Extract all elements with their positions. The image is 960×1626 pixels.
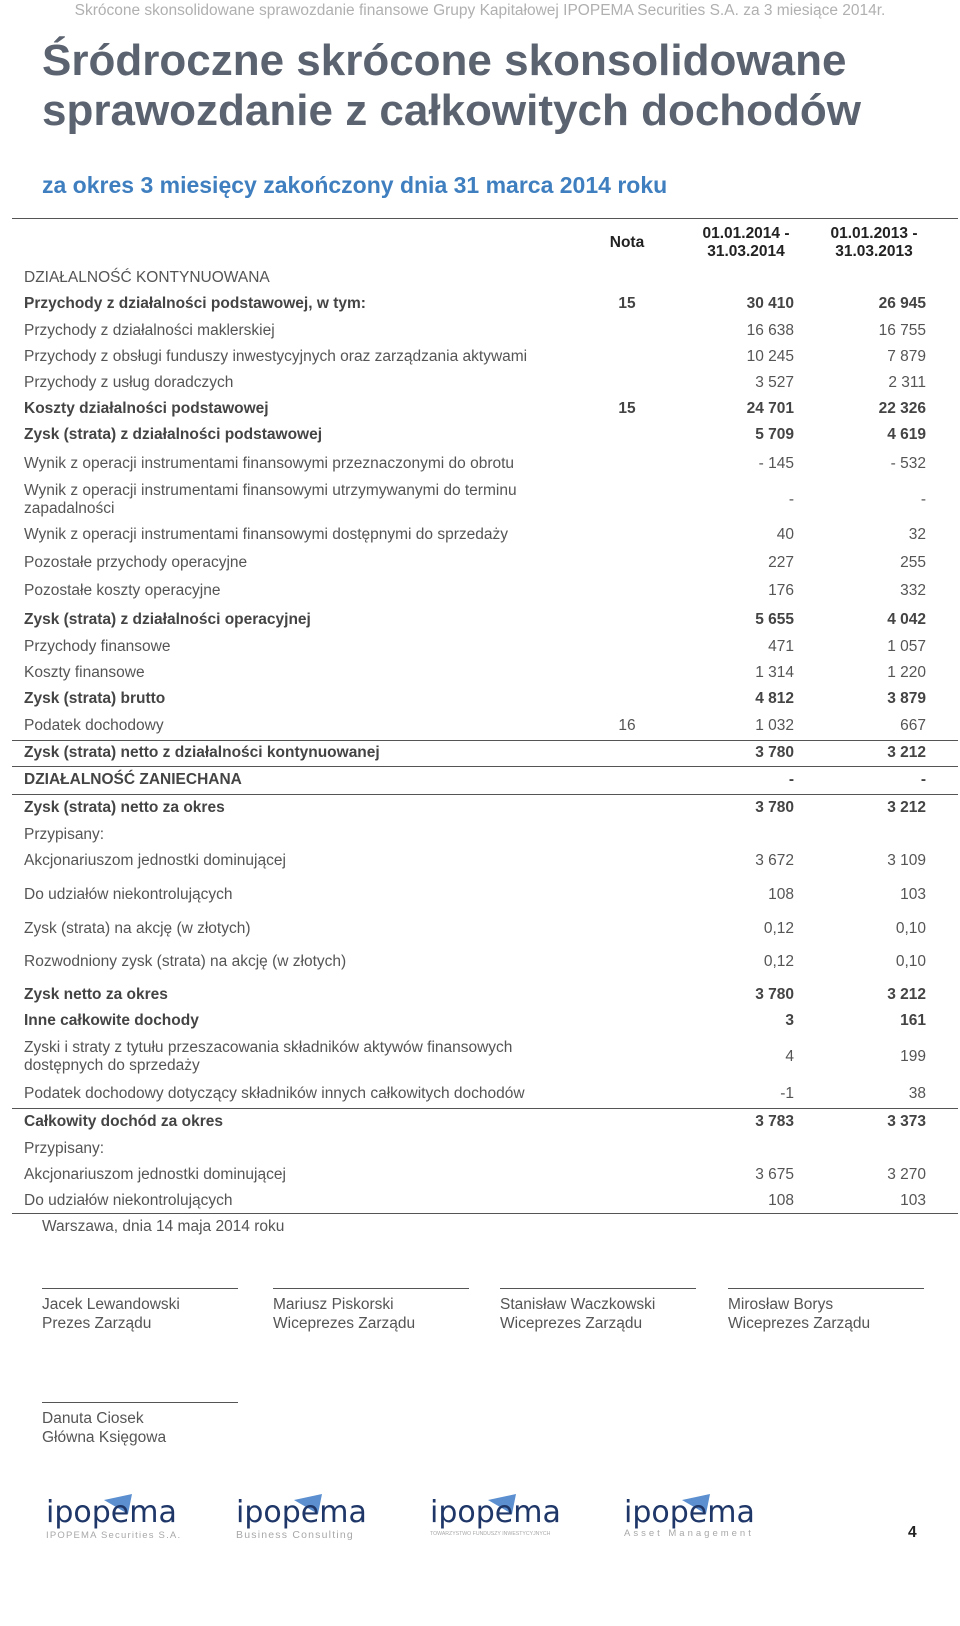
table-header-row: [12, 218, 958, 266]
row-nota: [594, 822, 660, 848]
svg-text:Asset Management: Asset Management: [624, 1528, 754, 1539]
ipopema-tfi-logo: [428, 1492, 578, 1544]
row-value-2013: 2 311: [888, 374, 926, 391]
row-label: Przychody finansowe: [24, 638, 171, 655]
row-value-2013: 3 879: [887, 690, 926, 707]
row-value-2013: 3 212: [887, 986, 926, 1003]
row-value-2013: [820, 822, 926, 848]
row-nota: [594, 266, 660, 290]
income-statement-table: [12, 218, 958, 1214]
row-nota: 15: [618, 295, 636, 312]
row-nota: [594, 344, 660, 370]
table-row: [12, 822, 958, 848]
svg-text:ipopema: ipopema: [46, 1495, 177, 1530]
row-value-2013: 103: [900, 886, 926, 903]
ipopema-business-consulting-logo: [234, 1492, 384, 1544]
row-value-2014: 108: [768, 1192, 794, 1209]
table-body: [12, 266, 958, 1214]
row-label: Rozwodniony zysk (strata) na akcję (w złotych): [24, 953, 347, 970]
signatory-role: Wiceprezes Zarządu: [728, 1315, 871, 1332]
table-row: [12, 794, 958, 822]
table-row: [12, 660, 958, 686]
row-label: Do udziałów niekontrolujących: [24, 886, 233, 903]
row-nota: [594, 1080, 660, 1108]
row-nota: [594, 794, 660, 822]
header-period-2013: 01.01.2013 - 31.03.2013: [830, 224, 918, 260]
row-nota: [594, 480, 660, 520]
row-value-2014: 3: [785, 1012, 794, 1029]
row-label: Przychody z obsługi funduszy inwestycyjnych oraz zarządzania aktywami: [24, 348, 528, 365]
table-row: [12, 712, 958, 740]
row-value-2014: 1 314: [755, 664, 794, 681]
svg-text:ipopema: ipopema: [624, 1495, 755, 1530]
row-value-2014: 3 780: [755, 799, 794, 816]
table-row: [12, 1008, 958, 1034]
table-row: [12, 606, 958, 634]
table-row: [12, 874, 958, 916]
row-value-2014: [684, 266, 794, 290]
row-label: Pozostałe przychody operacyjne: [24, 554, 248, 571]
row-nota: [594, 942, 660, 982]
row-nota: [594, 740, 660, 766]
row-nota: 15: [618, 400, 636, 417]
signatory-role: Wiceprezes Zarządu: [500, 1315, 643, 1332]
signature-block: [500, 1288, 696, 1333]
row-value-2014: 0,12: [763, 953, 794, 970]
row-label: Podatek dochodowy dotyczący składników innych całkowitych dochodów: [24, 1085, 525, 1102]
row-nota: [594, 370, 660, 396]
table-row: [12, 1080, 958, 1108]
table-row: [12, 1188, 958, 1214]
row-nota: [594, 766, 660, 794]
row-nota: [594, 1162, 660, 1188]
signatory-name: Stanisław Waczkowski: [500, 1296, 656, 1313]
svg-text:Business Consulting: Business Consulting: [236, 1529, 354, 1541]
table-row: [12, 686, 958, 712]
row-nota: [594, 660, 660, 686]
row-label: DZIAŁALNOŚĆ KONTYNUOWANA: [24, 269, 270, 286]
signatory-role: Wiceprezes Zarządu: [273, 1315, 416, 1332]
row-value-2014: 227: [768, 554, 794, 571]
row-nota: [594, 1108, 660, 1136]
row-nota: [594, 686, 660, 712]
row-label: Zysk (strata) z działalności podstawowej: [24, 426, 323, 443]
row-value-2014: [684, 1136, 794, 1162]
row-value-2014: 108: [768, 886, 794, 903]
row-nota: [594, 1008, 660, 1034]
row-value-2014: 24 701: [746, 400, 794, 417]
signature-line: [42, 1288, 238, 1289]
svg-text:IPOPEMA Securities S.A.: IPOPEMA Securities S.A.: [46, 1530, 182, 1541]
row-value-2013: 3 212: [887, 744, 926, 761]
row-value-2014: 0,12: [763, 920, 794, 937]
row-value-2014: 4 812: [755, 690, 794, 707]
row-value-2013: 161: [900, 1012, 926, 1029]
row-label: Przypisany:: [24, 826, 105, 843]
svg-text:ipopema: ipopema: [236, 1495, 367, 1530]
row-value-2014: 471: [768, 638, 794, 655]
row-value-2013: 38: [908, 1085, 926, 1102]
row-value-2014: 10 245: [746, 348, 794, 365]
row-value-2014: 16 638: [746, 322, 794, 339]
signature-block: [42, 1288, 238, 1333]
row-value-2013: [820, 266, 926, 290]
signatory-name: Mariusz Piskorski: [273, 1296, 394, 1313]
row-value-2013: 103: [900, 1192, 926, 1209]
table-row: [12, 290, 958, 318]
table-row: [12, 266, 958, 290]
period-subtitle: za okres 3 miesięcy zakończony dnia 31 marca 2014 roku: [42, 172, 668, 198]
row-label: Koszty finansowe: [24, 664, 145, 681]
title-line-2: sprawozdanie z całkowitych dochodów: [42, 86, 862, 135]
row-nota: [594, 634, 660, 660]
row-label: Podatek dochodowy: [24, 717, 164, 734]
row-value-2013: 3 109: [887, 852, 926, 869]
row-nota: [594, 916, 660, 942]
title-line-1: Śródroczne skrócone skonsolidowane: [42, 36, 847, 85]
table-row: [12, 344, 958, 370]
signature-block: [42, 1402, 238, 1447]
table-row: [12, 916, 958, 942]
row-label: Przychody z działalności maklerskiej: [24, 322, 275, 339]
table-row: [12, 1136, 958, 1162]
row-label: Akcjonariuszom jednostki dominującej: [24, 1166, 286, 1183]
row-value-2013: 4 619: [887, 426, 926, 443]
signature-line: [500, 1288, 696, 1289]
row-nota: [594, 448, 660, 480]
signatory-name: Mirosław Borys: [728, 1296, 834, 1313]
signature-line: [728, 1288, 924, 1289]
row-label: Przypisany:: [24, 1140, 105, 1157]
row-nota: [594, 1034, 660, 1080]
row-value-2014: [684, 822, 794, 848]
row-value-2014: -: [788, 771, 794, 788]
signatory-role: Główna Księgowa: [42, 1429, 167, 1446]
row-value-2014: 3 783: [755, 1113, 794, 1130]
table-row: [12, 982, 958, 1008]
row-nota: [594, 576, 660, 606]
table-row: [12, 740, 958, 766]
row-value-2014: - 145: [758, 455, 794, 472]
row-label: Zysk (strata) netto za okres: [24, 799, 225, 816]
row-value-2013: 332: [900, 582, 926, 599]
row-value-2013: 32: [908, 526, 926, 543]
row-nota: [594, 318, 660, 344]
table-row: [12, 1108, 958, 1136]
row-label: DZIAŁALNOŚĆ ZANIECHANA: [24, 771, 242, 788]
signatory-name: Danuta Ciosek: [42, 1410, 144, 1427]
row-label: Wynik z operacji instrumentami finansowymi utrzymywanymi do terminu zapadalności: [24, 482, 517, 517]
table-row: [12, 396, 958, 422]
signatory-role: Prezes Zarządu: [42, 1315, 152, 1332]
header-nota: Nota: [609, 233, 645, 251]
row-label: Przychody z usług doradczych: [24, 374, 234, 391]
row-label: Całkowity dochód za okres: [24, 1113, 223, 1130]
row-nota: [594, 550, 660, 576]
svg-text:TOWARZYSTWO FUNDUSZY INWESTYCY: TOWARZYSTWO FUNDUSZY INWESTYCYJNYCH: [430, 1531, 551, 1537]
row-value-2014: 40: [776, 526, 794, 543]
row-value-2014: 5 655: [755, 611, 794, 628]
signature-line: [42, 1402, 238, 1403]
table-row: [12, 848, 958, 874]
row-label: Zysk netto za okres: [24, 986, 168, 1003]
row-value-2014: 1 032: [755, 717, 794, 734]
place-date: Warszawa, dnia 14 maja 2014 roku: [42, 1218, 285, 1235]
row-value-2014: -1: [780, 1085, 794, 1102]
row-value-2013: - 532: [890, 455, 926, 472]
row-value-2013: 16 755: [878, 322, 926, 339]
row-label: Zysk (strata) brutto: [24, 690, 166, 707]
row-value-2014: 3 675: [755, 1166, 794, 1183]
table-row: [12, 370, 958, 396]
table-row: [12, 634, 958, 660]
row-label: Zysk (strata) netto z działalności kontynuowanej: [24, 744, 380, 761]
signatory-name: Jacek Lewandowski: [42, 1296, 180, 1313]
row-value-2013: 4 042: [887, 611, 926, 628]
table-row: [12, 576, 958, 606]
table-row: [12, 1034, 958, 1080]
row-value-2013: 22 326: [878, 400, 926, 417]
row-value-2013: 199: [900, 1048, 926, 1065]
ipopema-asset-management-logo: [622, 1492, 772, 1544]
row-nota: [594, 848, 660, 874]
row-value-2014: 4: [785, 1048, 794, 1065]
row-value-2013: 0,10: [895, 953, 926, 970]
row-value-2013: 3 373: [887, 1113, 926, 1130]
table-row: [12, 480, 958, 520]
row-label: Do udziałów niekontrolujących: [24, 1192, 233, 1209]
row-label: Pozostałe koszty operacyjne: [24, 582, 221, 599]
table-row: [12, 942, 958, 982]
table-row: [12, 318, 958, 344]
row-value-2013: 26 945: [878, 295, 926, 312]
table-row: [12, 766, 958, 794]
row-value-2013: 3 270: [887, 1166, 926, 1183]
row-value-2013: 3 212: [887, 799, 926, 816]
table-row: [12, 448, 958, 480]
row-value-2013: 0,10: [895, 920, 926, 937]
row-nota: [594, 982, 660, 1008]
row-value-2013: 667: [900, 717, 926, 734]
row-nota: [594, 606, 660, 634]
table-row: [12, 520, 958, 550]
signature-block: [728, 1288, 924, 1333]
row-value-2014: 3 527: [755, 374, 794, 391]
row-value-2013: 255: [900, 554, 926, 571]
row-value-2014: 30 410: [746, 295, 794, 312]
row-nota: [594, 874, 660, 916]
row-value-2013: [820, 1136, 926, 1162]
table-row: [12, 422, 958, 448]
running-header: Skrócone skonsolidowane sprawozdanie finansowe Grupy Kapitałowej IPOPEMA Securities S.A. za 3 miesiące 2014r.: [74, 2, 886, 19]
row-label: Wynik z operacji instrumentami finansowymi dostępnymi do sprzedaży: [24, 526, 508, 543]
row-value-2013: 7 879: [887, 348, 926, 365]
header-period-2014: 01.01.2014 - 31.03.2014: [702, 224, 790, 260]
row-label: Zysk (strata) na akcję (w złotych): [24, 920, 251, 937]
row-nota: [594, 1188, 660, 1214]
row-value-2013: -: [920, 491, 926, 508]
row-value-2013: 1 057: [887, 638, 926, 655]
signature-block: [273, 1288, 469, 1333]
row-value-2014: 176: [768, 582, 794, 599]
row-value-2013: -: [920, 771, 926, 788]
table-row: [12, 550, 958, 576]
row-nota: [594, 1136, 660, 1162]
row-label: Przychody z działalności podstawowej, w tym:: [24, 295, 366, 312]
row-nota: [594, 422, 660, 448]
page-number: 4: [908, 1524, 917, 1541]
row-nota: [594, 520, 660, 550]
row-label: Koszty działalności podstawowej: [24, 400, 269, 417]
row-value-2014: -: [788, 491, 794, 508]
row-label: Akcjonariuszom jednostki dominującej: [24, 852, 286, 869]
row-value-2013: 1 220: [887, 664, 926, 681]
ipopema-securities-logo: [44, 1492, 194, 1544]
row-value-2014: 3 780: [755, 986, 794, 1003]
signature-line: [273, 1288, 469, 1289]
row-value-2014: 5 709: [755, 426, 794, 443]
row-value-2014: 3 672: [755, 852, 794, 869]
row-label: Wynik z operacji instrumentami finansowymi przeznaczonymi do obrotu: [24, 455, 515, 472]
row-label: Zyski i straty z tytułu przeszacowania składników aktywów finansowych dostępnych do sprzedaży: [24, 1039, 513, 1074]
row-label: Inne całkowite dochody: [24, 1012, 199, 1029]
svg-text:ipopema: ipopema: [430, 1495, 561, 1530]
row-value-2014: 3 780: [755, 744, 794, 761]
row-label: Zysk (strata) z działalności operacyjnej: [24, 611, 311, 628]
table-row: [12, 1162, 958, 1188]
page-title: [42, 36, 922, 136]
row-nota: 16: [618, 717, 636, 734]
